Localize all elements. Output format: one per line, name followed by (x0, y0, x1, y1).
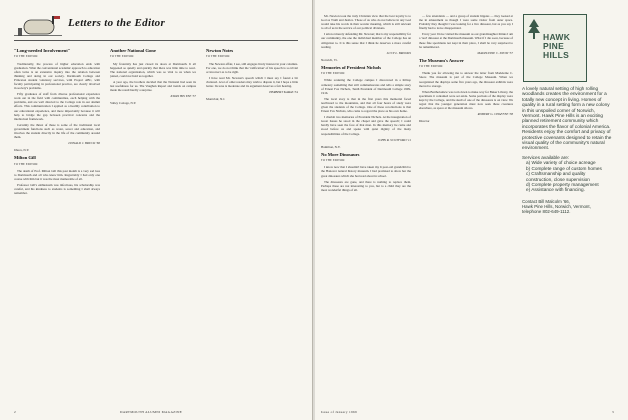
salutation: TO THE EDITOR: (321, 72, 346, 76)
magazine-name: DARTMOUTH ALUMNI MAGAZINE (120, 410, 183, 414)
letter-paragraph: My fraternity has just closed its doors at Dartmouth. It all happened so quietly and quickly that there was little time to react. The national organization, which was so vital to us when we joined, could not hold us together. (110, 61, 196, 78)
letter-signature: MADELEINE C. SNOW '57 (477, 50, 513, 55)
letter-paragraph: Every year I have visited the museum as our granddaughter thinks I am a 'real' dinosaur at the Dartmouth museum. What if I die soon, because of these fine specimens not kept in their place, I shall be very surprised to be remembered. (419, 32, 513, 49)
letter-paragraph: The Newton affair, I see, still engages lively interest in your columns. For one, we do not think that the 'ratification' of his speech is so trivial or incorrect as to be right. (206, 61, 298, 74)
letter-place: Valley Cottage, N.Y. (110, 101, 137, 106)
ad-service-item: d) Complete property management (526, 181, 599, 187)
letter-paragraph: Fifty graduates of staff from diverse professional experience work out in the field with communities, each helping with the problems, and are well directed to the College role in our alumni efforts. This communication I applied as a healthy contribution to our educational experience, and more importantly because it will help to bridge the gap between practical concerns and the intellectual framework. (14, 92, 100, 121)
letter-place: Director (419, 119, 430, 124)
salutation: TO THE EDITOR: (419, 65, 444, 69)
letter-dinosaurs (321, 152, 411, 192)
letter-paragraph: Traditionally, the process of higher education ends with graduation. What the conventional academic approach to education often lacks is an extensive inquiry into the relation between thinking and doing in our society. Dartmouth College and Princeton student voluntary services, with Project ABC, with faculty participating in professional practice, are clearly involved in society's problems. (14, 61, 100, 91)
page-number: 3 (612, 410, 614, 414)
letter-museum-answer (419, 58, 513, 124)
letter-place: Norwich, Vt. (321, 57, 338, 62)
left-page (0, 0, 313, 420)
letter-paragraph: While scanning the College campus I discovered in a hilltop cemetery something that still commemorates and tells a simple story of Ernest Fox Nichols, Tenth President of Dartmouth College 1909-1916. (321, 78, 411, 95)
ad-logo-box (523, 14, 587, 82)
ad-service-item: b) Complete range of custom homes (526, 165, 602, 171)
pine-tree-icon (527, 19, 541, 39)
letter-signature: HERBERT KARAS '34 (269, 90, 298, 95)
ad-contact-line: Contact Bill Malcolm '66, (522, 198, 570, 204)
ad-services-list (522, 160, 612, 192)
letter-place: Montclair, N.J. (206, 97, 226, 102)
letter-paragraph: A year ago, the brothers decided that the National had seen its last usefulness for us. The Vaughan Report and trends on campus made the result hardly a surprise. (110, 79, 196, 93)
page-header (14, 12, 302, 38)
letter-paragraph: The local story is that in the first years this memorial faced northward to the mountains, and that all four hours of study were given the students of the College. One of these recollections is that Ernest Fox Nichols, who came to regard the place as his own home. (321, 96, 411, 114)
salutation: TO THE EDITOR: (206, 55, 231, 59)
letter-paragraph: — few attendants — and a group of student hippies — they looked at me in amazement as though I were some visitor from outer space. Probably they thought I was looking for a live dinosaur, but as you say I finally had to leave disappointed. (419, 14, 513, 31)
ad-contact-line: Hawk Pine Hills, Norwich, Vermont, (522, 203, 591, 209)
letter-place: Hamilton, N.Y. (321, 144, 341, 149)
letter-continued-newton (321, 14, 411, 62)
mailbox-icon (14, 14, 62, 36)
ad-title (543, 33, 570, 60)
letter-continued-dinosaurs (419, 14, 513, 55)
letter-paragraph: I am not merely defending Mr. Newton; that is my responsibility for our community, the one the individual member of the College has an obligation to. It is this sense that I think he deserves a more careful reading. (321, 32, 411, 49)
letter-heading: "Long-needed Involvement" (14, 48, 71, 53)
left-column-3 (206, 46, 298, 406)
letter-paragraph: The dinosaurs are gone, and there is nothing to replace them. Perhaps these are not interesting to you, but to a child they are the most wonderful things of all. (321, 179, 411, 192)
page-number: 2 (14, 410, 16, 414)
salutation: TO THE EDITOR: (14, 55, 39, 59)
issue-date: Issue of January 1969 (321, 410, 357, 414)
letter-signature: JOHN R. SCOTFORD '11 (377, 137, 411, 142)
ad-service-item: c) Craftsmanship and quality construction, close supervision (526, 171, 590, 182)
letter-paragraph: I have read Mr. Newton's speech which I must say I found a bit cluttered. A lot of other readers may wish to dispute it, but I hope a little better. Its tone is moderate and its argument deserves a fair hearing. (206, 75, 298, 88)
ad-contact-line: telephone 802-649-1112. (522, 209, 571, 215)
letter-heading: Newton Notes (206, 48, 234, 53)
letter-paragraph: The death of Prof. Milton Gill this past month is a very sad loss to Dartmouth and all who knew him. Regrettably I had only one course with him but it was the most memorable of all. (14, 168, 100, 182)
page-title: Letters to the Editor (68, 17, 166, 29)
ad-service-item: e) Assistance with financing. (526, 187, 585, 193)
ad-title-line: PINE (543, 41, 565, 51)
left-column-2 (110, 46, 196, 406)
letter-signature: DONALD J. BRUCK '66 (68, 141, 100, 146)
right-column-2 (419, 14, 513, 404)
letter-paragraph: I know now that I shouldn't have taken my 9-year-old grandchild to the Hanover natural history museum. I had promised to show her the great dinosaurs which she had read about in school. (321, 165, 411, 178)
salutation: TO THE EDITOR: (110, 55, 135, 59)
title-divider (14, 40, 298, 41)
letter-milton-gill (14, 155, 100, 195)
letter-signature: ROBERT G. CHAFFEE '38 (477, 112, 513, 117)
letter-involvement (14, 48, 100, 152)
ad-copy (522, 86, 612, 214)
letter-paragraph: Thank you for allowing me to answer the letter from Madeleine C. Snow. The museum is part of the College Museum. When we reorganized the displays some five years ago, the dinosaur exhibits were moved to storage. (419, 71, 513, 88)
letter-paragraph: Certainly the thrust of these is some of the traditional local government functions such as water, sewer and education, and involves the student directly in the life of the community around them. (14, 122, 100, 140)
letter-heading: Memories of President Nichols (321, 64, 382, 70)
letter-paragraph: I cherish two memories of President Nichols. At the inauguration of Great Issues he stood in the chapel and gave the speech; I could hardly have seen the face of that man. In this memory he came and stood before us and spoke with quiet dignity of the many responsibilities of the College. (321, 115, 411, 136)
letter-nichols (321, 65, 411, 149)
right-column-1 (321, 14, 411, 404)
letter-newton-notes (206, 48, 298, 101)
salutation: TO THE EDITOR: (14, 162, 39, 166)
left-column-1 (14, 46, 100, 406)
letter-signature: LUCY L. BROOKS (386, 50, 411, 55)
ad-services-heading: Services available are: (522, 154, 570, 160)
letter-heading: Another National Gone (110, 48, 156, 53)
ad-contact (522, 199, 612, 215)
ad-service-item: a) Wide variety of choice acreage (526, 160, 596, 166)
ad-title-line: HILLS (543, 50, 570, 60)
letter-paragraph: Professor Gill's enthusiasm was infectious, his scholarship was careful, and his kindness to students is something I shall always remember. (14, 183, 100, 196)
letter-paragraph: Mr. Newton took the truly Christian view that the best loyalty is to God as Truth and Justice. Those of us who do not believe in any God would take his words in their secular meaning, which is still relevant to all of us in the service of our political divisions. (321, 14, 411, 31)
letter-place: Ithaca, N.Y. (14, 148, 30, 153)
salutation: TO THE EDITOR: (321, 159, 346, 163)
letter-heading: Milton Gill (14, 155, 36, 161)
letter-signature: KWAN HIS YEE '57 (170, 94, 196, 99)
letter-national-gone (110, 48, 196, 105)
letter-paragraph: When Bartholomew was torn down to make way for Baker Library, the specimens it contained were set aside. Some portions of the display were kept by the College, and the skull of one of the dinosaurs is on view. We regret that the younger generation must now seek these creatures elsewhere, as space at the museum allows. (419, 89, 513, 111)
ad-title-line: HAWK (543, 32, 571, 42)
ad-description: A lovely natural setting of high rolling woodlands creates the environment for a totally new concept in living. Homes of quality in a rural setting form a new colony in this unspoiled corner of Norwich, Vermont. Hawk Pine Hills is an exciting planned retirement community which incorporates the flavor of colonial America. Residents enjoy the comfort and privacy of protective covenants designed to retain the visual quality of the community's natural environment. (522, 86, 612, 151)
letter-heading: No More Dinosaurs (321, 151, 360, 157)
letter-heading: The Museum's Answer (419, 57, 464, 63)
